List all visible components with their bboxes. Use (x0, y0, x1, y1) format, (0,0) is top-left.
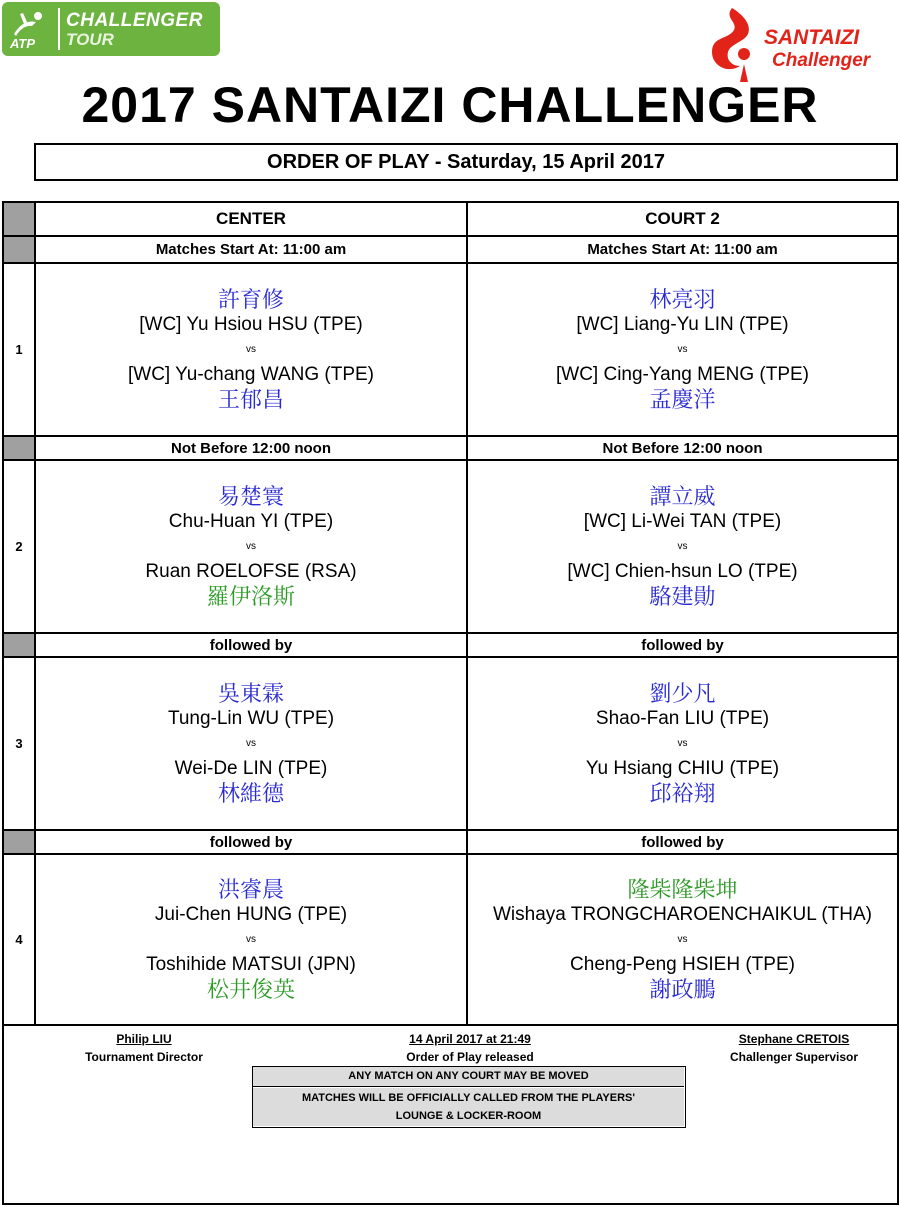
player2-name: [WC] Chien-hsun LO (TPE) (567, 560, 798, 582)
tennis-player-icon (10, 10, 46, 38)
vs-label: vs (246, 737, 256, 749)
director-name: Philip LIU (116, 1032, 172, 1046)
player2-name: [WC] Yu-chang WANG (TPE) (128, 363, 374, 385)
player1-chinese-name: 劉少凡 (649, 680, 716, 706)
time-header-right: Not Before 12:00 noon (602, 439, 763, 457)
notice-called-line2: LOUNGE & LOCKER-ROOM (395, 1110, 542, 1122)
time-row (4, 437, 897, 461)
player1-name: [WC] Yu Hsiou HSU (TPE) (139, 313, 363, 335)
match-cell (36, 658, 468, 829)
logo-tour-text: TOUR (66, 30, 114, 49)
release-block (350, 1030, 590, 1066)
time-header-right: followed by (641, 636, 724, 654)
atp-label: ATP (10, 36, 36, 51)
supervisor-role: Challenger Supervisor (729, 1050, 859, 1064)
release-label: Order of Play released (406, 1050, 534, 1064)
time-row (4, 237, 897, 264)
time-header-right: Matches Start At: 11:00 am (587, 241, 778, 258)
match-cell (468, 264, 897, 435)
row-number-blank (4, 203, 36, 235)
notice-called (253, 1088, 684, 1126)
brand-line1: SANTAIZI (764, 26, 860, 49)
player2-name: Ruan ROELOFSE (RSA) (145, 560, 357, 582)
player2-name: Toshihide MATSUI (JPN) (146, 953, 356, 975)
player1-chinese-name: 易楚寰 (217, 483, 284, 509)
player2-name: [WC] Cing-Yang MENG (TPE) (555, 363, 810, 385)
player1-chinese-name: 洪睿晨 (217, 876, 284, 902)
page-title: 2017 SANTAIZI CHALLENGER (81, 77, 819, 133)
player1-chinese-name: 林亮羽 (649, 286, 716, 312)
brand-line2: Challenger (772, 50, 871, 71)
vs-label: vs (677, 540, 688, 552)
order-of-play-subtitle: ORDER OF PLAY - Saturday, 15 April 2017 (34, 143, 898, 181)
player2-chinese-name: 謝政鵬 (649, 976, 716, 1002)
match-cell (36, 264, 468, 435)
match-row (4, 658, 897, 831)
release-time: 14 April 2017 at 21:49 (409, 1032, 531, 1046)
time-header-left: Not Before 12:00 noon (36, 437, 468, 459)
vs-label: vs (677, 343, 688, 355)
supervisor-block (704, 1030, 884, 1066)
player1-name: Jui-Chen HUNG (TPE) (154, 903, 348, 925)
match-cell (36, 461, 468, 632)
match-number: 4 (4, 855, 36, 1024)
vs-label: vs (677, 737, 688, 749)
player2-chinese-name: 林維德 (217, 780, 284, 806)
match-number: 3 (4, 658, 36, 829)
player2-chinese-name: 羅伊洛斯 (206, 583, 295, 609)
match-cell (468, 855, 897, 1024)
challenger-tour-logo (2, 2, 220, 56)
player1-name: [WC] Li-Wei TAN (TPE) (583, 510, 782, 532)
santaizi-challenger-logo (704, 4, 894, 84)
match-cell (468, 658, 897, 829)
director-block (54, 1030, 234, 1066)
player2-chinese-name: 孟慶洋 (649, 386, 716, 412)
vs-label: vs (677, 933, 688, 945)
supervisor-name: Stephane CRETOIS (738, 1032, 850, 1046)
court-2-header: COURT 2 (645, 209, 720, 228)
row-number-blank (4, 437, 36, 459)
player1-name: Chu-Huan YI (TPE) (168, 510, 334, 532)
vs-label: vs (246, 540, 256, 552)
player2-chinese-name: 松井俊英 (206, 976, 295, 1002)
time-row (4, 634, 897, 658)
player2-chinese-name: 駱建勛 (649, 583, 716, 609)
player1-name: Tung-Lin WU (TPE) (167, 707, 335, 729)
player1-name: Wishaya TRONGCHAROENCHAIKUL (THA) (493, 903, 872, 925)
time-header-left: followed by (36, 634, 468, 656)
vs-label: vs (246, 343, 256, 355)
match-row (4, 461, 897, 634)
player1-name: [WC] Liang-Yu LIN (TPE) (576, 313, 789, 335)
notice-moved: ANY MATCH ON ANY COURT MAY BE MOVED (253, 1067, 684, 1087)
player1-chinese-name: 譚立威 (649, 483, 716, 509)
match-row (4, 855, 897, 1026)
schedule-grid (2, 201, 899, 1205)
match-cell (468, 461, 897, 632)
match-cell (36, 855, 468, 1024)
match-row (4, 264, 897, 437)
player2-name: Cheng-Peng HSIEH (TPE) (570, 953, 795, 975)
match-number: 1 (4, 264, 36, 435)
logo-challenger-text: CHALLENGER (66, 10, 203, 31)
time-header-left: Matches Start At: 11:00 am (36, 237, 468, 262)
court-center-header: CENTER (36, 203, 468, 235)
director-role: Tournament Director (85, 1050, 203, 1064)
court-header-row (4, 203, 897, 237)
player1-chinese-name: 吳東霖 (217, 680, 284, 706)
vs-label: vs (246, 933, 256, 945)
logo-divider (58, 8, 60, 50)
notice-box (252, 1066, 686, 1128)
row-number-blank (4, 634, 36, 656)
player2-chinese-name: 邱裕翔 (649, 780, 716, 806)
footer (4, 1026, 897, 1203)
row-number-blank (4, 237, 36, 262)
time-row (4, 831, 897, 855)
row-number-blank (4, 831, 36, 853)
time-header-left: followed by (36, 831, 468, 853)
player1-chinese-name: 許育修 (217, 286, 284, 312)
player2-name: Yu Hsiang CHIU (TPE) (585, 757, 780, 779)
notice-called-line1: MATCHES WILL BE OFFICIALLY CALLED FROM THE PLAYERS' (301, 1092, 636, 1104)
player2-chinese-name: 王郁昌 (217, 386, 284, 412)
time-header-right: followed by (641, 833, 724, 851)
player2-name: Wei-De LIN (TPE) (174, 757, 328, 779)
match-number: 2 (4, 461, 36, 632)
player1-chinese-name: 隆柴隆柴坤 (627, 876, 738, 902)
player1-name: Shao-Fan LIU (TPE) (595, 707, 770, 729)
